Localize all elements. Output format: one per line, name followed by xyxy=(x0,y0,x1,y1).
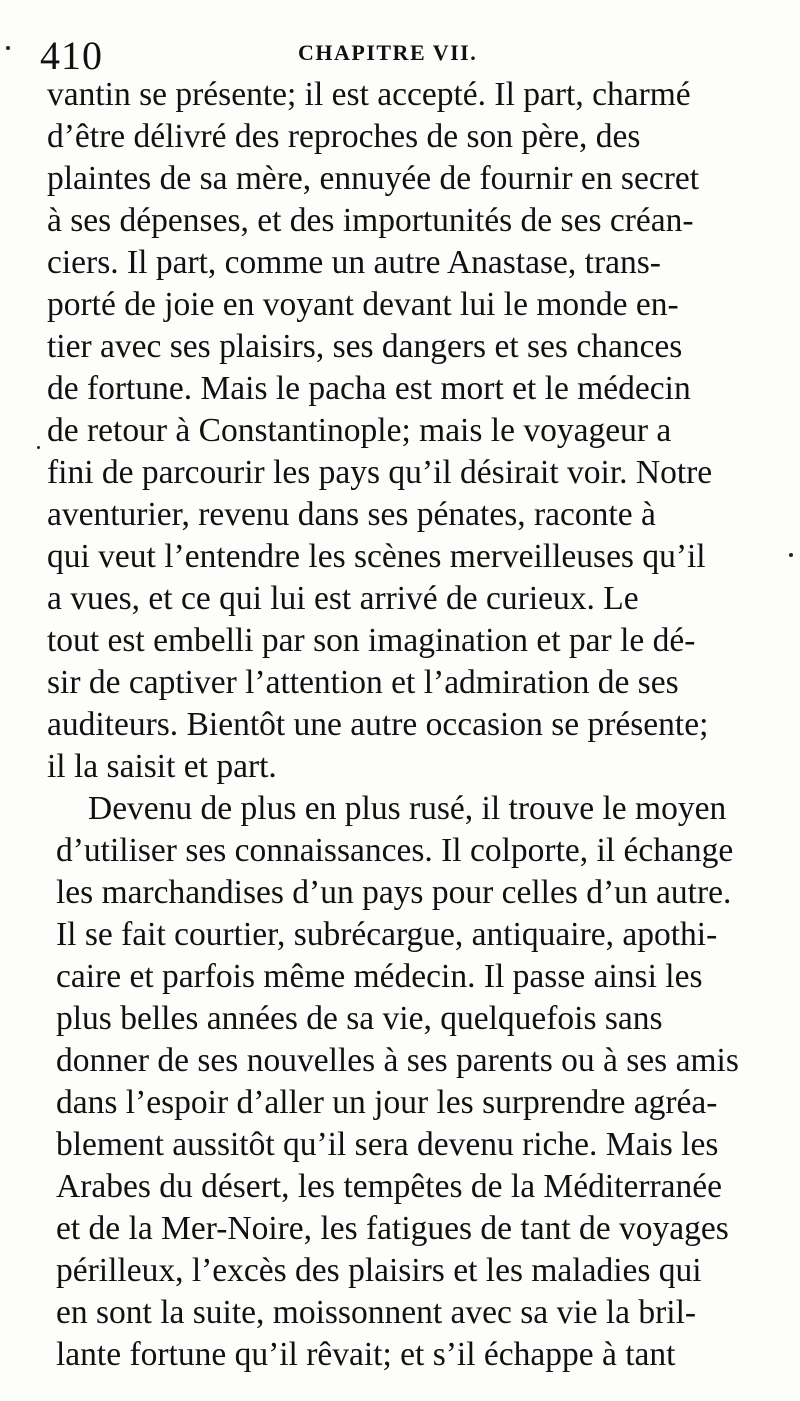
text-line: fini de parcourir les pays qu’il désirait voir. Notre xyxy=(47,454,713,491)
text-line: tier avec ses plaisirs, ses dangers et ses chances xyxy=(47,328,683,365)
text-line: ciers. Il part, comme un autre Anastase, trans- xyxy=(47,244,661,281)
text-line: de retour à Constantinople; mais le voyageur a xyxy=(47,412,672,449)
text-line: plus belles années de sa vie, quelquefois sans xyxy=(56,1000,663,1037)
text-line: a vues, et ce qui lui est arrivé de curieux. Le xyxy=(47,580,639,617)
text-line: de fortune. Mais le pacha est mort et le médecin xyxy=(47,370,691,407)
page-number: 410 xyxy=(40,33,103,78)
text-line: Il se fait courtier, subrécargue, antiquaire, apothi- xyxy=(56,916,718,953)
text-line: les marchandises d’un pays pour celles d’un autre. xyxy=(56,874,732,911)
text-line: périlleux, l’excès des plaisirs et les maladies qui xyxy=(56,1252,702,1289)
text-line: d’utiliser ses connaissances. Il colporte, il échange xyxy=(56,832,734,869)
text-line: Devenu de plus en plus rusé, il trouve le moyen xyxy=(88,790,727,827)
text-line: sir de captiver l’attention et l’admiration de ses xyxy=(47,664,679,701)
text-line: Arabes du désert, les tempêtes de la Méditerranée xyxy=(56,1168,722,1205)
text-line: lante fortune qu’il rêvait; et s’il échappe à tant xyxy=(56,1336,676,1373)
text-line: à ses dépenses, et des importunités de ses créan- xyxy=(47,202,694,239)
running-header xyxy=(0,26,800,76)
chapter-title: CHAPITRE VII. xyxy=(298,40,478,65)
text-line: et de la Mer-Noire, les fatigues de tant de voyages xyxy=(56,1210,729,1247)
text-line: aventurier, revenu dans ses pénates, raconte à xyxy=(47,496,656,533)
text-line: il la saisit et part. xyxy=(47,748,277,785)
text-line: qui veut l’entendre les scènes merveilleuses qu’il xyxy=(47,538,706,575)
text-line: tout est embelli par son imagination et par le dé- xyxy=(47,622,696,659)
scan-speck xyxy=(6,46,10,50)
text-line: en sont la suite, moissonnent avec sa vie la bril- xyxy=(56,1294,697,1331)
text-line: dans l’espoir d’aller un jour les surprendre agréa- xyxy=(56,1084,718,1121)
text-line: vantin se présente; il est accepté. Il part, charmé xyxy=(47,76,691,113)
text-line: donner de ses nouvelles à ses parents ou à ses amis xyxy=(56,1042,739,1079)
text-line: plaintes de sa mère, ennuyée de fournir en secret xyxy=(47,160,700,197)
text-line: auditeurs. Bientôt une autre occasion se présente; xyxy=(47,706,709,743)
scan-speck xyxy=(789,553,793,557)
text-line: porté de joie en voyant devant lui le monde en- xyxy=(47,286,679,323)
scan-speck xyxy=(37,446,40,449)
text-line: caire et parfois même médecin. Il passe ainsi les xyxy=(56,958,703,995)
text-line: d’être délivré des reproches de son père, des xyxy=(47,118,641,155)
text-line: blement aussitôt qu’il sera devenu riche. Mais les xyxy=(56,1126,719,1163)
